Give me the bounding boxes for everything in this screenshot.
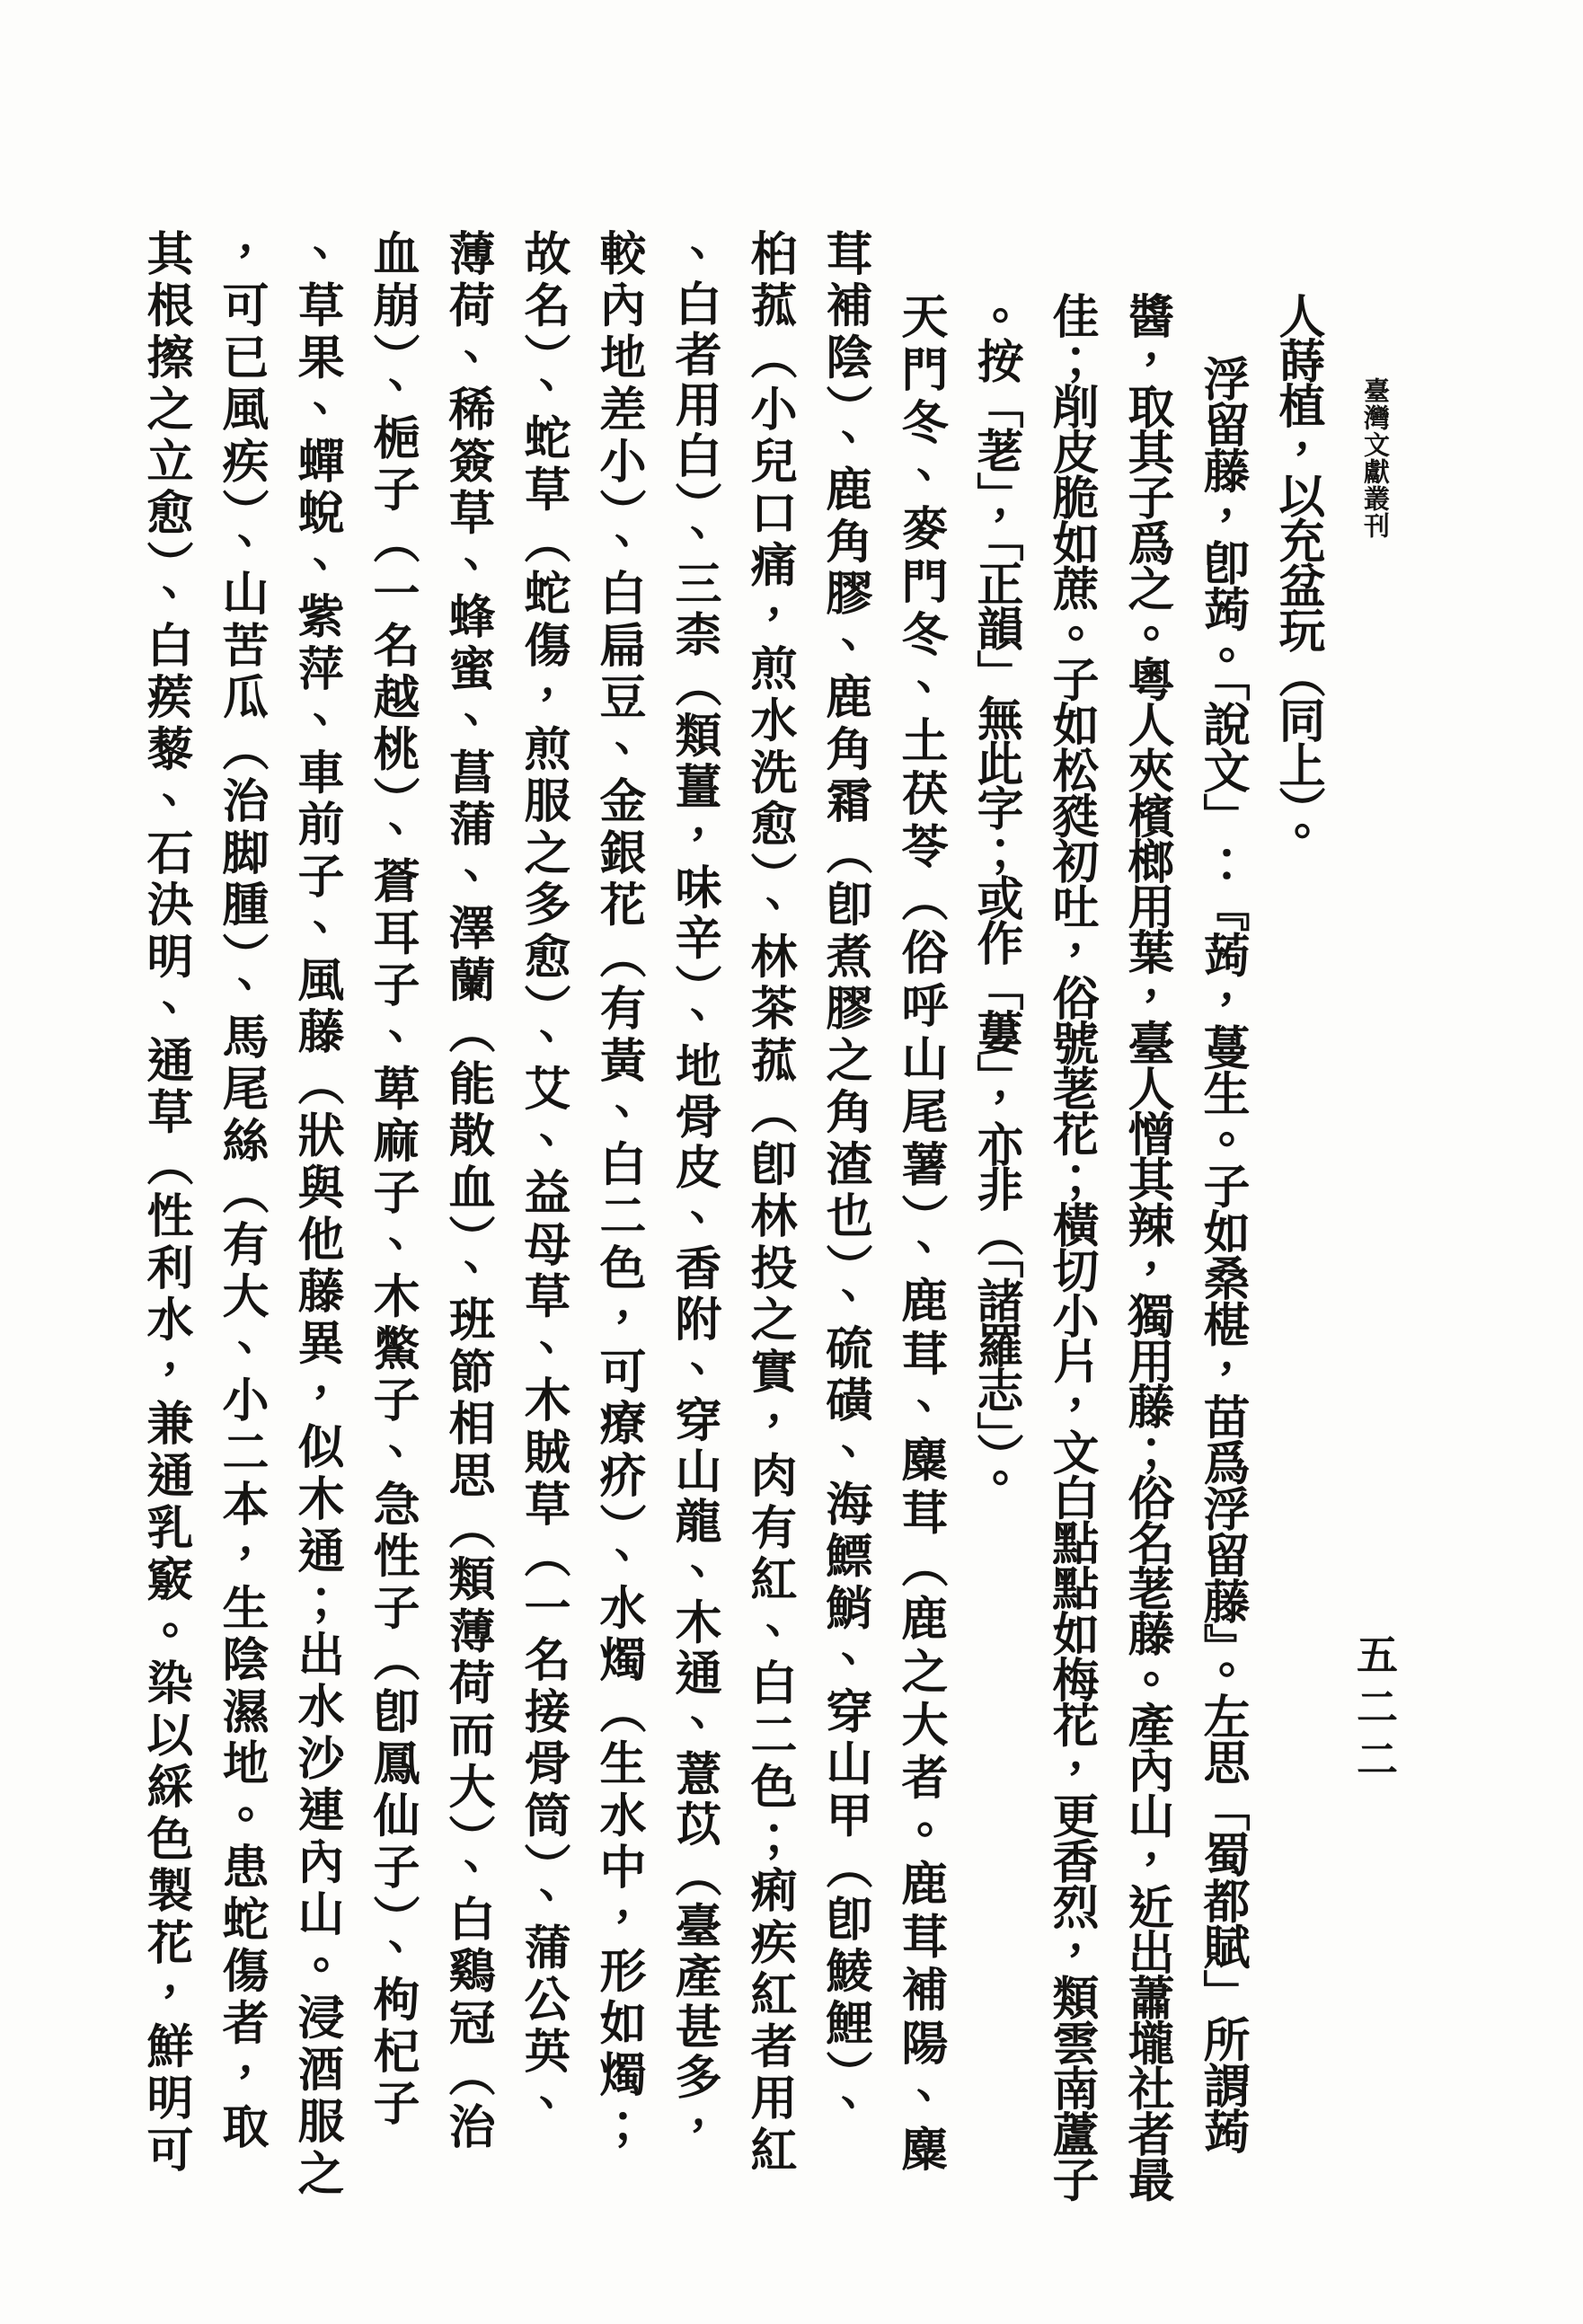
text-column: 薄荷、稀簽草、蜂蜜、菖蒲、澤蘭（能散血）、班節相思（類薄荷而大）、白鷄冠（治: [441, 229, 492, 2154]
text-column: 桕菰（小兒口痛，煎水洗愈）、林茶菰（卽林投之實，肉有紅、白二色；痢疾紅者用紅: [743, 229, 794, 2178]
text-column: 血崩）、梔子（一名越桃）、蒼耳子、萆麻子、木鱉子、急性子（卽鳳仙子）、枸杞子: [366, 229, 417, 2131]
text-column: 天門冬、麥門冬、土茯苓（俗呼山尾薯）、鹿茸、麋茸（鹿之大者。鹿茸補陽、麋: [894, 292, 945, 2178]
text-block: [127, 229, 1334, 2201]
text-column: 佳；削皮脆如蔗。子如松甤初吐，俗號荖花；橫切小片，文白點點如梅花，更香烈，類雲南蘆子: [1045, 292, 1096, 2202]
text-column: 醬，取其子爲之。粵人夾檳榔用葉，臺人憎其辣，獨用藤；俗名荖藤。產內山，近出蕭壠社者最: [1120, 292, 1172, 2202]
page-number: 五二二: [1351, 1633, 1397, 1789]
text-column: 故名）、蛇草（蛇傷，煎服之多愈）、艾、益母草、木賊草（一名接骨筒）、蒲公英、: [517, 229, 568, 2131]
text-column: 人蒔植，以充盆玩（同上）。: [1271, 292, 1322, 853]
text-column: 較內地差小）、白扁豆、金銀花（有黃、白二色，可療疥）、水燭（生水中，形如燭；: [592, 229, 643, 2154]
text-column: 。按「荖」，「正韻」無此字；或作「蔞」，亦非（「諸羅志」）。: [969, 292, 1021, 1499]
text-column: ，可已風疾）、山苦瓜（治脚腫）、馬尾絲（有大、小二本，生陰濕地。患蛇傷者，取: [215, 229, 266, 2154]
series-title: 臺灣文獻叢刊: [1360, 377, 1389, 539]
text-column: 浮留藤，卽蒟。「說文」：『蒟，蔓生。子如桑椹，苗爲浮留藤』。左思「蜀都賦」所謂蒟: [1196, 355, 1247, 2154]
text-column: 、草果、蟬蛻、紫萍、車前子、風藤（狀與他藤異，似木通；出水沙連內山。浸酒服之: [290, 229, 341, 2201]
text-column: 其根擦之立愈）、白蒺藜、石決明、通草（性利水，兼通乳竅。染以綵色製花，鮮明可: [139, 229, 190, 2178]
text-column: 茸補陰）、鹿角膠、鹿角霜（卽煮膠之角渣也）、硫磺、海鰾鮹、穿山甲（卽鯪鯉）、: [818, 229, 870, 2131]
text-column: 、白者用白）、三柰（類薑，味辛）、地骨皮、香附、穿山龍、木通、薏苡（臺產甚多，: [668, 229, 719, 2154]
